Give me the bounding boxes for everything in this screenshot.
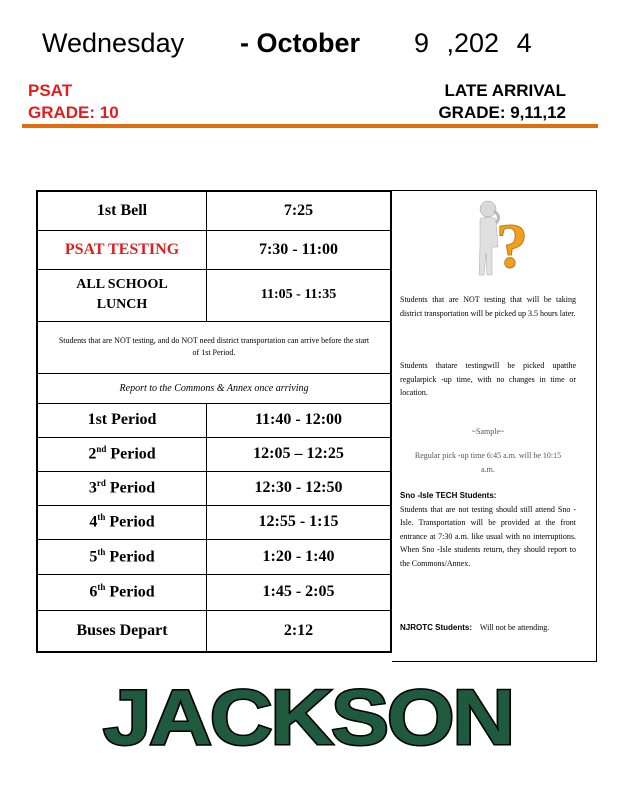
period-5-word: Period: [109, 548, 155, 566]
period-4-time: 12:55 - 1:15: [207, 505, 392, 539]
late-arrival-header: [438, 80, 566, 124]
table-row: [37, 437, 391, 471]
orange-divider: [22, 124, 598, 128]
period-3-time: 12:30 - 12:50: [207, 471, 392, 505]
period-3-word: Period: [109, 479, 156, 497]
sno-isle-text: Students that are not testing should still attend Sno -Isle. Transportation will be provided at the front entrance at 7:30 a.m. like usual with no interruptions. When Sno -Isle students return, they should report to the Commons/Annex.: [400, 504, 576, 568]
period-1-time: 11:40 - 12:00: [207, 403, 392, 437]
date-number: 9 ,202 4: [414, 28, 532, 58]
date-title: [42, 28, 602, 68]
not-testing-note: Students that are NOT testing that will be taking district transportation will be picked up 3.5 hours later.: [400, 295, 576, 318]
psat-grade: GRADE: 10: [28, 103, 119, 122]
thinking-figure-icon: [466, 197, 536, 281]
njrotc-section: [400, 621, 576, 635]
period-2-time: 12:05 – 12:25: [207, 437, 392, 471]
report-note: Report to the Commons & Annex once arriving: [37, 373, 391, 403]
day-name: Wednesday: [42, 28, 185, 58]
info-sidebar: [392, 190, 597, 662]
period-2-number: 2: [88, 445, 97, 463]
table-row: [37, 321, 391, 373]
svg-text:?: ?: [496, 210, 528, 281]
buses-time: 2:12: [207, 610, 392, 652]
table-row: [37, 505, 391, 539]
period-6-word: Period: [109, 583, 155, 601]
psat-header: [28, 80, 119, 124]
period-3-number: 3: [88, 479, 97, 497]
period-2-suffix: nd: [96, 444, 107, 455]
first-bell-label: 1st Bell: [37, 191, 207, 230]
lunch-label-line2: LUNCH: [96, 297, 148, 312]
psat-testing-time: 7:30 - 11:00: [207, 230, 392, 269]
njrotc-text: Will not be attending.: [479, 623, 550, 632]
period-3-label: [37, 471, 207, 505]
period-4-suffix: th: [97, 512, 106, 523]
table-row: [37, 471, 391, 505]
period-2-word: Period: [110, 445, 156, 463]
period-2-label: [37, 437, 207, 471]
lunch-label-line1: ALL SCHOOL: [76, 277, 168, 292]
table-row: [37, 539, 391, 574]
table-row: [37, 574, 391, 610]
period-5-label: [37, 539, 207, 574]
buses-label: Buses Depart: [37, 610, 207, 652]
jackson-logo: [98, 664, 518, 759]
period-5-number: 5: [89, 548, 98, 566]
schedule-table: [36, 190, 392, 653]
psat-label: PSAT: [28, 81, 73, 100]
njrotc-heading: NJROTC Students:: [400, 623, 472, 632]
table-row: [37, 230, 391, 269]
sno-isle-heading: Sno -Isle TECH Students:: [400, 491, 497, 500]
period-4-number: 4: [89, 513, 98, 531]
table-row: [37, 373, 391, 403]
period-3-suffix: rd: [96, 478, 106, 489]
psat-testing-label: PSAT TESTING: [37, 230, 207, 269]
table-row: [37, 403, 391, 437]
table-row: [37, 610, 391, 652]
lunch-time: 11:05 - 11:35: [207, 269, 392, 321]
period-6-number: 6: [89, 583, 98, 601]
period-4-word: Period: [109, 513, 155, 531]
period-5-time: 1:20 - 1:40: [207, 539, 392, 574]
period-6-suffix: th: [97, 582, 106, 593]
logo-text: JACKSON: [103, 673, 513, 759]
period-1-label: 1st Period: [37, 403, 207, 437]
sample-heading: ~Sample~: [471, 427, 505, 436]
period-6-time: 1:45 - 2:05: [207, 574, 392, 610]
first-bell-time: 7:25: [207, 191, 392, 230]
late-arrival-grade: GRADE: 9,11,12: [438, 103, 566, 122]
late-arrival-label: LATE ARRIVAL: [444, 81, 566, 100]
lunch-label: [37, 269, 207, 321]
period-6-label: [37, 574, 207, 610]
table-row: [37, 269, 391, 321]
arrival-note: Students that are NOT testing, and do NOT need district transportation can arrive before the start of 1st Period.: [37, 321, 391, 373]
sno-isle-section: [400, 489, 576, 570]
testing-note: Students thatare testingwill be picked upatthe regularpick -up time, with no changes in time or location.: [400, 361, 576, 397]
period-4-label: [37, 505, 207, 539]
table-row: [37, 191, 391, 230]
month-name: - October: [240, 28, 361, 58]
period-5-suffix: th: [97, 546, 106, 557]
sample-text: Regular pick -up time 6:45 a.m. will be 10:15 a.m.: [414, 451, 562, 474]
